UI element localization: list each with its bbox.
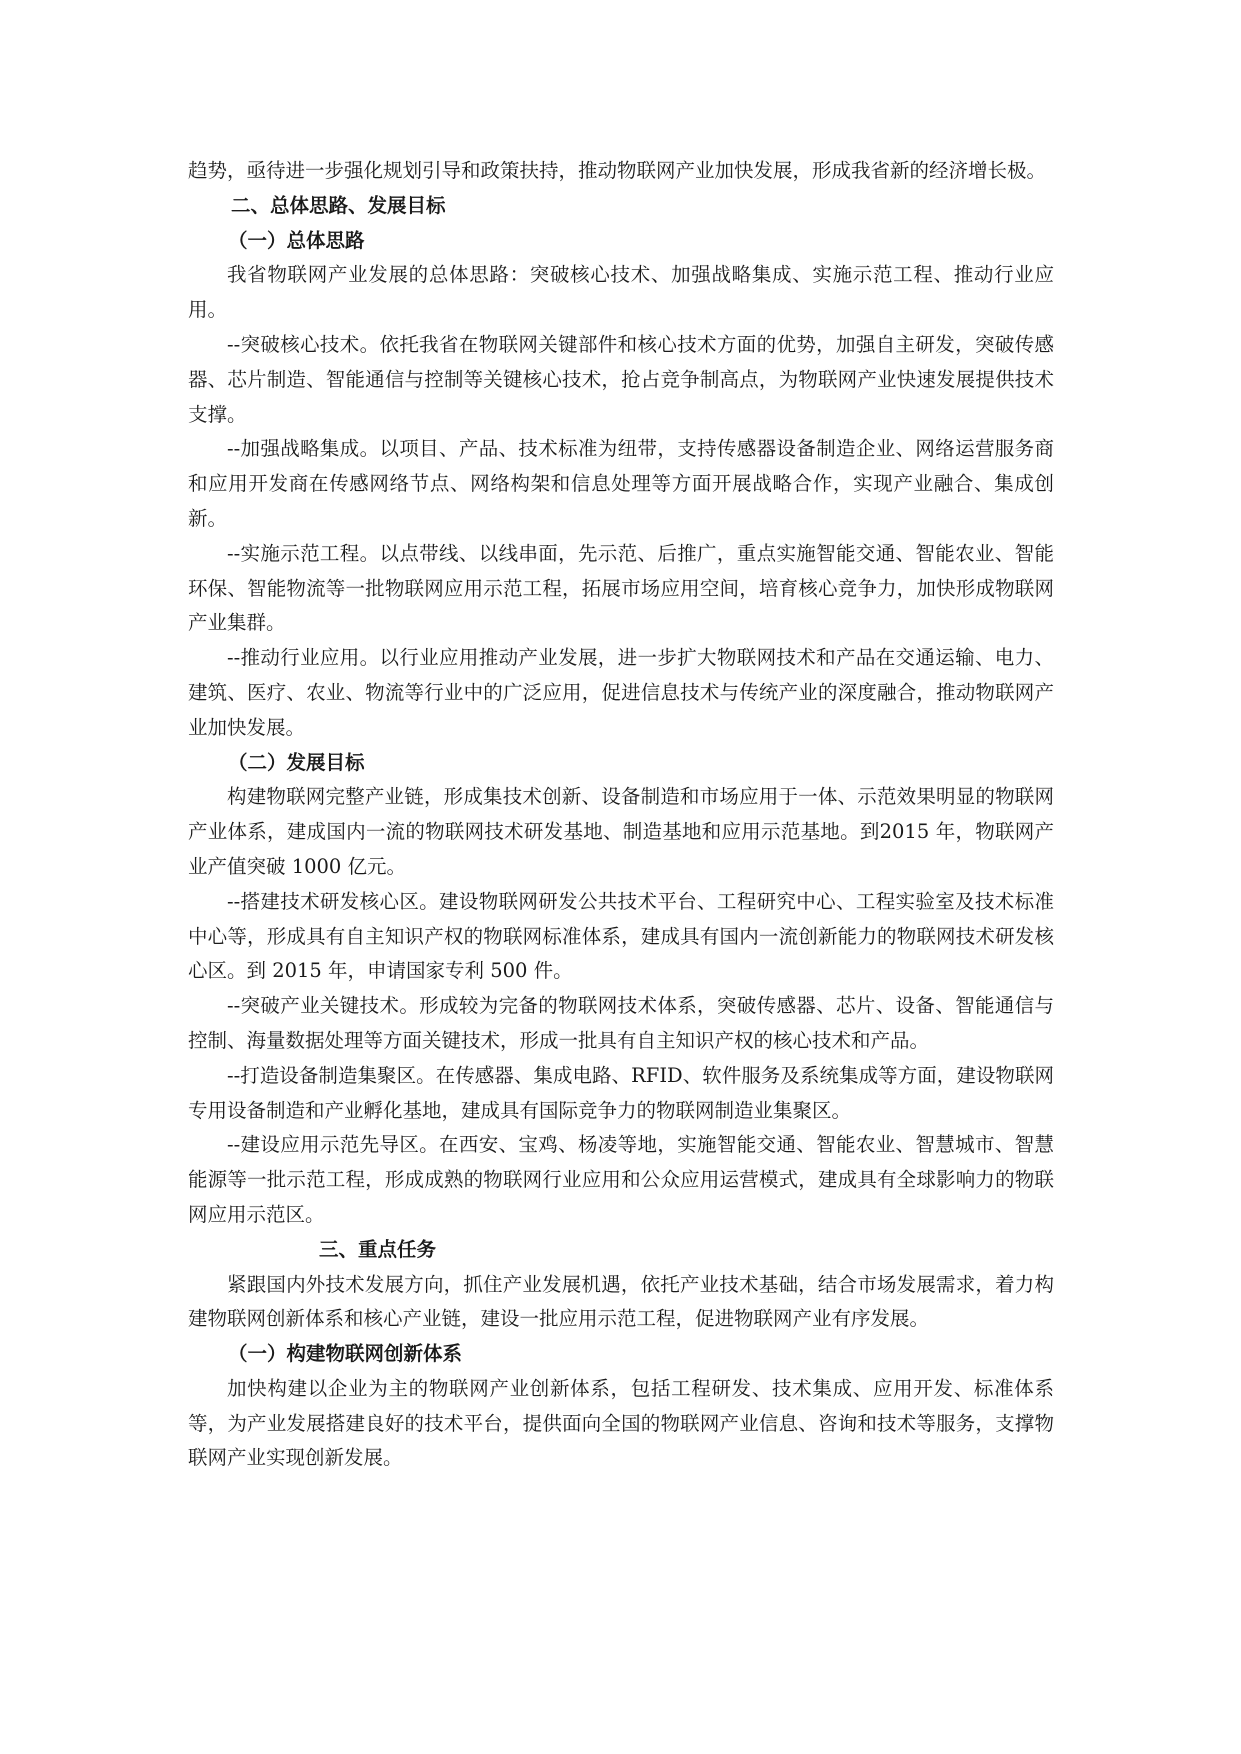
- paragraph-continuation: 趋势，亟待进一步强化规划引导和政策扶持，推动物联网产业加快发展，形成我省新的经济增长极。: [188, 159, 1047, 182]
- paragraph-core-technology: --突破核心技术。依托我省在物联网关键部件和核心技术方面的优势，加强自主研发，突破传感器、芯片制造、智能通信与控制等关键核心技术，抢占竞争制高点，为物联网产业快速发展提供技术支撑。: [188, 332, 1054, 426]
- section-heading-key-tasks: 三、重点任务: [319, 1237, 437, 1261]
- paragraph-rd-core-zone: --搭建技术研发核心区。建设物联网研发公共技术平台、工程研究中心、工程实验室及技术标准中心等，形成具有自主知识产权的物联网标准体系，建成具有国内一流创新能力的物联网技术研发核心区。到 2015 年，申请国家专利 500 件。: [188, 889, 1054, 983]
- subsection-heading-innovation-system: （一）构建物联网创新体系: [228, 1342, 463, 1366]
- subsection-heading-development-goals: （二）发展目标: [228, 750, 365, 774]
- paragraph-development-goals: 构建物联网完整产业链，形成集技术创新、设备制造和市场应用于一体、示范效果明显的物联网产业体系，建成国内一流的物联网技术研发基地、制造基地和应用示范基地。到2015 年，物联网产业产值突破 1000 亿元。: [188, 785, 1054, 878]
- paragraph-key-technologies: --突破产业关键技术。形成较为完备的物联网技术体系，突破传感器、芯片、设备、智能通信与控制、海量数据处理等方面关键技术，形成一批具有自主知识产权的核心技术和产品。: [188, 994, 1054, 1052]
- paragraph-manufacturing-cluster: --打造设备制造集聚区。在传感器、集成电路、RFID、软件服务及系统集成等方面，建设物联网专用设备制造和产业孵化基地，建成具有国际竞争力的物联网制造业集聚区。: [188, 1063, 1054, 1122]
- document-body: [188, 154, 1054, 1476]
- paragraph-industry-application: --推动行业应用。以行业应用推动产业发展，进一步扩大物联网技术和产品在交通运输、电力、建筑、医疗、农业、物流等行业中的广泛应用，促进信息技术与传统产业的深度融合，推动物联网产业加快发展。: [188, 646, 1054, 739]
- paragraph-demonstration-projects: --实施示范工程。以点带线、以线串面，先示范、后推广，重点实施智能交通、智能农业、智能环保、智能物流等一批物联网应用示范工程，拓展市场应用空间，培育核心竞争力，加快形成物联网产业集群。: [188, 541, 1054, 635]
- section-heading-overall-approach: 二、总体思路、发展目标: [231, 193, 446, 217]
- paragraph-demonstration-zone: --建设应用示范先导区。在西安、宝鸡、杨凌等地，实施智能交通、智能农业、智慧城市、智慧能源等一批示范工程，形成成熟的物联网行业应用和公众应用运营模式，建成具有全球影响力的物联网应用示范区。: [188, 1133, 1054, 1226]
- paragraph-key-tasks: 紧跟国内外技术发展方向，抓住产业发展机遇，依托产业技术基础，结合市场发展需求，着力构建物联网创新体系和核心产业链，建设一批应用示范工程，促进物联网产业有序发展。: [188, 1272, 1054, 1331]
- paragraph-strategic-integration: --加强战略集成。以项目、产品、技术标准为纽带，支持传感器设备制造企业、网络运营服务商和应用开发商在传感网络节点、网络构架和信息处理等方面开展战略合作，实现产业融合、集成创新。: [188, 437, 1054, 530]
- paragraph-innovation-system: 加快构建以企业为主的物联网产业创新体系，包括工程研发、技术集成、应用开发、标准体系等，为产业发展搭建良好的技术平台，提供面向全国的物联网产业信息、咨询和技术等服务，支撑物联网产业实现创新发展。: [188, 1376, 1054, 1470]
- paragraph-overall-approach: 我省物联网产业发展的总体思路：突破核心技术、加强战略集成、实施示范工程、推动行业应用。: [188, 263, 1054, 322]
- subsection-heading-overall-approach: （一）总体思路: [228, 228, 365, 252]
